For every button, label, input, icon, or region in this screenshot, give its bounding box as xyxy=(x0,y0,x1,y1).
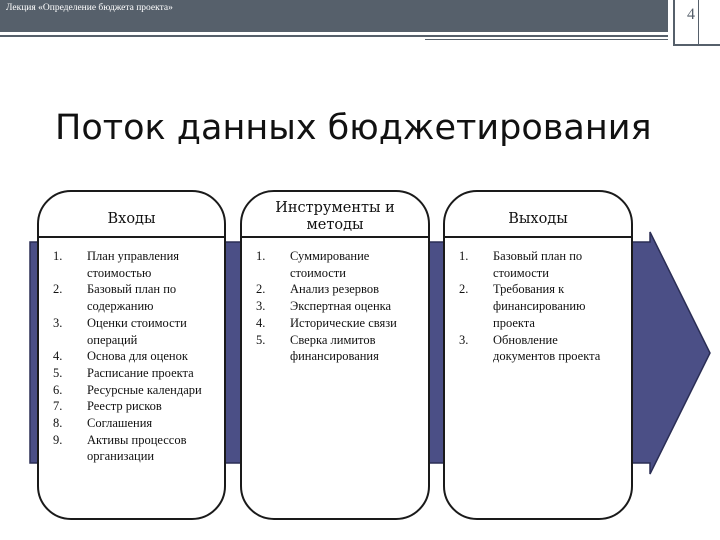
slide-title: Поток данных бюджетирования xyxy=(55,108,652,148)
list-item: 9. Активы процессов организации xyxy=(53,432,187,464)
tools-heading: Инструменты и методы xyxy=(275,200,395,233)
list-item-text: Исторические связи xyxy=(290,315,397,330)
list-item-text: Обновление документов проекта xyxy=(493,332,601,364)
outputs-box xyxy=(443,190,633,520)
page-number: 4 xyxy=(687,6,695,23)
list-item-text: Расписание проекта xyxy=(87,365,194,380)
lecture-title: Лекция «Определение бюджета проекта» xyxy=(6,3,173,13)
list-item: 2. Анализ резервов xyxy=(256,282,380,297)
list-item: 4. Исторические связи xyxy=(256,315,397,330)
list-item: 1. Суммирование стоимости xyxy=(256,249,370,280)
list-item-text: Экспертная оценка xyxy=(290,299,392,314)
tools-box xyxy=(240,190,430,520)
list-item-text: Базовый план по стоимости xyxy=(493,249,583,280)
list-item: 7. Реестр рисков xyxy=(53,399,162,414)
list-item-text: Анализ резервов xyxy=(290,282,380,297)
list-item-text: Основа для оценок xyxy=(87,349,188,364)
inputs-list xyxy=(53,248,223,465)
list-item: 6. Ресурсные календари xyxy=(53,382,202,397)
list-item-text: План управления стоимостью xyxy=(87,249,180,280)
outputs-list xyxy=(459,248,619,365)
list-item-text: Суммирование стоимости xyxy=(290,249,370,280)
list-item: 2. Базовый план по содержанию xyxy=(53,282,177,314)
outputs-heading: Выходы xyxy=(508,211,568,227)
list-item: 3. Оценки стоимости операций xyxy=(53,315,187,347)
list-item-text: Сверка лимитов финансирования xyxy=(290,332,379,364)
inputs-divider xyxy=(39,236,224,238)
list-item-text: Соглашения xyxy=(87,416,153,431)
list-item: 5. Расписание проекта xyxy=(53,365,194,380)
inputs-heading: Входы xyxy=(107,211,156,227)
outputs-divider xyxy=(445,236,631,238)
tools-divider xyxy=(242,236,428,238)
tools-list xyxy=(256,248,426,365)
list-item: 4. Основа для оценок xyxy=(53,349,188,364)
list-item-text: Требования к финансированию проекта xyxy=(493,282,586,330)
inputs-box xyxy=(37,190,226,520)
list-item: 5. Сверка лимитов финансирования xyxy=(256,332,379,364)
list-item-text: Ресурсные календари xyxy=(87,382,202,397)
list-item: 3. Экспертная оценка xyxy=(256,299,392,314)
list-item: 8. Соглашения xyxy=(53,416,153,431)
list-item-text: Реестр рисков xyxy=(87,399,162,414)
list-item: 2. Требования к финансированию проекта xyxy=(459,282,586,330)
list-item: 1. План управления стоимостью xyxy=(53,249,180,280)
list-item-text: Оценки стоимости операций xyxy=(87,315,187,347)
list-item-text: Активы процессов организации xyxy=(87,432,187,464)
list-item-text: Базовый план по содержанию xyxy=(87,282,177,314)
list-item: 1. Базовый план по стоимости xyxy=(459,249,583,280)
list-item: 3. Обновление документов проекта xyxy=(459,332,601,364)
